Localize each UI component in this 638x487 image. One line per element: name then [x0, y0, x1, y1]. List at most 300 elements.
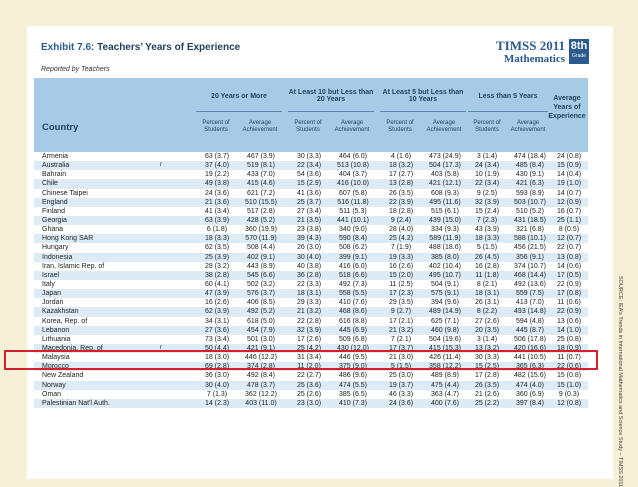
- table-row: [34, 243, 588, 252]
- value-cell: 8 (2.2): [476, 308, 498, 316]
- value-cell: 23 (3.8): [296, 226, 322, 234]
- value-cell: 24 (3.4): [474, 162, 500, 170]
- value-cell: 385 (6.5): [338, 390, 368, 398]
- value-cell: 19 (1.0): [556, 180, 582, 188]
- value-cell: 27 (3.4): [296, 207, 322, 215]
- exhibit-heading: Teachers’ Years of Experience: [97, 42, 241, 53]
- value-cell: 21 (2.6): [474, 390, 500, 398]
- value-cell: 456 (21.5): [514, 244, 546, 252]
- value-cell: 18 (3.3): [474, 235, 500, 243]
- table-row: [34, 170, 588, 179]
- value-cell: 492 (8.4): [246, 372, 276, 380]
- value-cell: 13 (0.6): [556, 317, 582, 325]
- value-cell: 22 (3.9): [388, 198, 414, 206]
- value-cell: 334 (9.3): [430, 226, 460, 234]
- table-row: [34, 161, 588, 170]
- country-cell: Malaysia: [42, 354, 70, 362]
- value-cell: 28 (3.2): [204, 262, 230, 270]
- country-cell: Kazakhstan: [42, 308, 79, 316]
- value-cell: 22 (2.8): [296, 317, 322, 325]
- value-cell: 445 (8.7): [515, 326, 545, 334]
- country-cell: Chile: [42, 180, 58, 188]
- value-cell: 3 (1.4): [476, 335, 498, 343]
- table-row: [34, 152, 588, 161]
- value-cell: 589 (11.9): [429, 235, 461, 243]
- value-cell: 62 (3.5): [204, 244, 230, 252]
- value-cell: 37 (4.0): [204, 162, 230, 170]
- country-cell: Italy: [42, 280, 55, 288]
- country-cell: Jordan: [42, 299, 64, 307]
- value-cell: 63 (3.7): [204, 153, 230, 160]
- value-cell: 15 (2.9): [296, 180, 322, 188]
- value-cell: 441 (10.5): [514, 354, 546, 362]
- value-cell: 18 (0.9): [556, 344, 582, 352]
- value-cell: 5 (1.5): [390, 363, 412, 371]
- value-cell: 495 (10.7): [429, 271, 461, 279]
- value-cell: 594 (4.8): [515, 317, 545, 325]
- value-cell: 30 (3.3): [474, 354, 500, 362]
- value-cell: 504 (9.1): [430, 280, 460, 288]
- value-cell: 21 (3.0): [388, 354, 414, 362]
- country-cell: Georgia: [42, 216, 67, 224]
- country-cell: Korea, Rep. of: [42, 317, 88, 325]
- table-row: [34, 216, 588, 225]
- sub-header-achievement: Average Achievement: [242, 120, 278, 133]
- value-cell: 478 (3.7): [246, 381, 276, 389]
- value-cell: 430 (9.1): [515, 171, 545, 179]
- value-cell: 15 (1.0): [556, 381, 582, 389]
- value-cell: 11 (2.5): [389, 280, 413, 288]
- exhibit-label: Exhibit 7.6:: [41, 42, 95, 53]
- value-cell: 467 (3.9): [246, 153, 276, 160]
- value-cell: 403 (5.8): [430, 171, 460, 179]
- value-cell: 6 (1.8): [206, 226, 228, 234]
- value-cell: 492 (13.6): [514, 280, 546, 288]
- value-cell: 39 (4.3): [296, 235, 322, 243]
- country-header: Country: [42, 122, 79, 133]
- value-cell: 18 (2.8): [388, 207, 414, 215]
- value-cell: 446 (12.2): [245, 354, 277, 362]
- value-cell: 43 (3.9): [474, 226, 500, 234]
- table-row: [34, 198, 588, 207]
- value-cell: 7 (2.1): [390, 335, 412, 343]
- country-cell: Norway: [42, 381, 66, 389]
- value-cell: 23 (3.0): [296, 399, 322, 407]
- value-cell: 446 (9.5): [338, 354, 368, 362]
- value-cell: 63 (3.9): [204, 216, 230, 224]
- value-cell: 608 (9.3): [430, 189, 460, 197]
- value-cell: 13 (0.8): [556, 253, 582, 261]
- table-row: [34, 262, 588, 271]
- value-cell: 517 (2.8): [246, 207, 276, 215]
- group-header-under5: Less than 5 Years: [468, 81, 548, 112]
- value-cell: 17 (2.7): [388, 171, 414, 179]
- logo-line2: Mathematics: [503, 53, 565, 65]
- country-cell: Indonesia: [42, 253, 73, 261]
- table-row: [34, 225, 588, 234]
- value-cell: 360 (6.9): [515, 390, 545, 398]
- value-cell: 511 (5.3): [339, 207, 367, 215]
- value-cell: 34 (3.1): [204, 317, 230, 325]
- value-cell: 18 (3.1): [296, 290, 322, 298]
- value-cell: 25 (2.2): [474, 399, 500, 407]
- value-cell: 22 (3.4): [474, 180, 500, 188]
- value-cell: 510 (5.2): [515, 207, 545, 215]
- value-cell: 32 (3.9): [474, 198, 500, 206]
- country-cell: Palestinian Nat'l Auth.: [42, 399, 110, 407]
- value-cell: 340 (9.0): [338, 226, 368, 234]
- average-years-header: Average Years of Experience: [548, 95, 586, 120]
- value-cell: 27 (3.6): [204, 326, 230, 334]
- value-cell: 504 (17.3): [429, 162, 461, 170]
- value-cell: 394 (9.6): [430, 299, 460, 307]
- value-cell: 445 (6.9): [338, 326, 368, 334]
- value-cell: 11 (0.7): [557, 354, 581, 362]
- value-cell: 14 (0.7): [556, 189, 582, 197]
- value-cell: 625 (7.1): [430, 317, 460, 325]
- value-cell: 18 (3.0): [204, 354, 230, 362]
- country-cell: Hong Kong SAR: [42, 235, 94, 243]
- value-cell: 25 (0.8): [556, 335, 582, 343]
- value-cell: 468 (8.6): [338, 308, 368, 316]
- table-row: [34, 280, 588, 289]
- value-cell: 430 (12.0): [337, 344, 369, 352]
- sub-header-achievement: Average Achievement: [426, 120, 462, 133]
- table-row: [34, 289, 588, 298]
- value-cell: 25 (3.7): [296, 198, 322, 206]
- value-cell: 468 (14.4): [514, 271, 546, 279]
- value-cell: 492 (7.3): [338, 280, 368, 288]
- reservation-mark: r: [160, 162, 162, 169]
- value-cell: 321 (6.8): [515, 226, 545, 234]
- value-cell: 410 (7.6): [338, 299, 368, 307]
- value-cell: 420 (16.6): [514, 344, 546, 352]
- value-cell: 22 (3.4): [296, 162, 322, 170]
- value-cell: 593 (8.9): [515, 189, 545, 197]
- value-cell: 428 (5.2): [246, 216, 276, 224]
- value-cell: 416 (10.0): [337, 180, 369, 188]
- table-row: [34, 307, 588, 316]
- value-cell: 415 (15.3): [429, 344, 461, 352]
- malaysia-highlight-box: [4, 350, 598, 370]
- value-cell: 26 (3.1): [474, 299, 500, 307]
- table-row: [34, 207, 588, 216]
- value-cell: 11 (2.0): [297, 363, 321, 371]
- reported-by: Reported by Teachers: [41, 66, 110, 73]
- country-cell: Bahrain: [42, 171, 67, 179]
- country-cell: Armenia: [42, 153, 69, 160]
- value-cell: 9 (2.7): [390, 308, 412, 316]
- value-cell: 559 (7.5): [515, 290, 545, 298]
- value-cell: 16 (0.7): [556, 207, 582, 215]
- value-cell: 400 (7.6): [430, 399, 460, 407]
- country-cell: Hungary: [42, 244, 69, 252]
- value-cell: 4 (1.6): [390, 153, 412, 160]
- value-cell: 475 (4.4): [430, 381, 460, 389]
- value-cell: 519 (8.1): [246, 162, 276, 170]
- table-row: [34, 390, 588, 399]
- exhibit-title: [41, 42, 240, 53]
- value-cell: 16 (2.6): [388, 262, 414, 270]
- value-cell: 18 (3.1): [474, 290, 500, 298]
- value-cell: 15 (2.0): [388, 271, 414, 279]
- value-cell: 38 (2.8): [204, 271, 230, 279]
- value-cell: 22 (0.7): [556, 244, 582, 252]
- value-cell: 421 (12.1): [429, 180, 461, 188]
- grade-label: Grade: [572, 53, 586, 59]
- value-cell: 426 (11.4): [429, 354, 461, 362]
- value-cell: 22 (2.7): [296, 372, 322, 380]
- value-cell: 21 (3.5): [296, 216, 322, 224]
- value-cell: 21 (3.2): [388, 326, 414, 334]
- value-cell: 16 (2.8): [474, 262, 500, 270]
- grade-number: 8th: [570, 40, 588, 52]
- value-cell: 433 (7.0): [246, 171, 276, 179]
- value-cell: 356 (9.1): [515, 253, 545, 261]
- value-cell: 616 (8.8): [338, 317, 368, 325]
- value-cell: 421 (9.1): [246, 344, 276, 352]
- value-cell: 12 (0.7): [556, 235, 582, 243]
- value-cell: 362 (12.2): [245, 390, 277, 398]
- value-cell: 18 (3.2): [388, 162, 414, 170]
- value-cell: 22 (0.9): [556, 308, 582, 316]
- country-cell: Ghana: [42, 226, 64, 234]
- country-cell: Macedonia, Rep. of: [42, 344, 103, 352]
- value-cell: 489 (8.9): [430, 372, 460, 380]
- value-cell: 17 (0.8): [556, 290, 582, 298]
- value-cell: 485 (8.4): [515, 162, 545, 170]
- value-cell: 15 (2.4): [474, 207, 500, 215]
- value-cell: 363 (4.7): [430, 390, 460, 398]
- value-cell: 17 (2.8): [474, 372, 500, 380]
- sub-header-achievement: Average Achievement: [510, 120, 546, 133]
- table-row: [34, 298, 588, 307]
- value-cell: 30 (3.3): [296, 153, 322, 160]
- value-cell: 16 (2.6): [204, 299, 230, 307]
- value-cell: 488 (18.6): [429, 244, 461, 252]
- value-cell: 19 (3.7): [388, 381, 414, 389]
- value-cell: 17 (2.3): [388, 290, 414, 298]
- value-cell: 576 (3.7): [246, 290, 276, 298]
- value-cell: 69 (2.8): [204, 363, 230, 371]
- value-cell: 358 (12.2): [429, 363, 461, 371]
- value-cell: 27 (2.6): [474, 317, 500, 325]
- value-cell: 25 (3.0): [388, 372, 414, 380]
- logo-line1: TIMSS 2011: [496, 38, 565, 53]
- value-cell: 14 (0.6): [556, 262, 582, 270]
- value-cell: 493 (14.8): [514, 308, 546, 316]
- value-cell: 510 (15.5): [245, 198, 277, 206]
- table-row: [34, 399, 588, 408]
- value-cell: 50 (4.4): [204, 344, 230, 352]
- sub-header-students: Percent of Students: [294, 120, 322, 133]
- sub-header-achievement: Average Achievement: [334, 120, 370, 133]
- value-cell: 509 (6.8): [338, 335, 368, 343]
- table-row: [34, 234, 588, 243]
- value-cell: 374 (10.7): [514, 262, 546, 270]
- value-cell: 73 (3.4): [204, 335, 230, 343]
- value-cell: 474 (4.0): [515, 381, 545, 389]
- sub-header-students: Percent of Students: [202, 120, 230, 133]
- country-cell: Morocco: [42, 363, 69, 371]
- value-cell: 489 (14.9): [429, 308, 461, 316]
- table-row: [34, 271, 588, 280]
- sub-header-students: Percent of Students: [473, 120, 501, 133]
- value-cell: 618 (5.0): [246, 317, 276, 325]
- value-cell: 515 (6.1): [430, 207, 460, 215]
- value-cell: 12 (0.9): [556, 198, 582, 206]
- value-cell: 14 (0.4): [556, 171, 582, 179]
- value-cell: 10 (1.9): [474, 171, 500, 179]
- value-cell: 439 (15.0): [429, 216, 461, 224]
- value-cell: 385 (8.0): [430, 253, 460, 261]
- value-cell: 3 (1.4): [476, 153, 498, 160]
- value-cell: 502 (3.2): [246, 280, 276, 288]
- value-cell: 7 (1.3): [206, 390, 228, 398]
- value-cell: 29 (3.5): [388, 299, 414, 307]
- table-row: [34, 326, 588, 335]
- value-cell: 60 (4.1): [204, 280, 230, 288]
- value-cell: 474 (18.4): [514, 153, 546, 160]
- value-cell: 25 (2.6): [296, 390, 322, 398]
- value-cell: 15 (0.9): [556, 162, 582, 170]
- value-cell: 17 (0.5): [556, 271, 582, 279]
- value-cell: 30 (4.0): [204, 381, 230, 389]
- value-cell: 441 (10.1): [337, 216, 369, 224]
- value-cell: 24 (3.6): [204, 189, 230, 197]
- value-cell: 508 (6.2): [338, 244, 368, 252]
- value-cell: 399 (9.1): [338, 253, 368, 261]
- value-cell: 25 (4.2): [388, 235, 414, 243]
- timss-logo: [463, 38, 589, 66]
- value-cell: 473 (24.9): [429, 153, 461, 160]
- value-cell: 415 (4.6): [246, 180, 276, 188]
- value-cell: 20 (3.5): [474, 326, 500, 334]
- value-cell: 14 (1.0): [556, 326, 582, 334]
- value-cell: 18 (3.3): [204, 235, 230, 243]
- value-cell: 14 (2.3): [204, 399, 230, 407]
- grade-badge: [569, 39, 589, 64]
- value-cell: 474 (5.5): [338, 381, 368, 389]
- value-cell: 375 (9.0): [338, 363, 368, 371]
- country-cell: Oman: [42, 390, 62, 398]
- value-cell: 402 (9.1): [246, 253, 276, 261]
- exhibit-page: [27, 26, 623, 487]
- value-cell: 26 (3.5): [388, 189, 414, 197]
- country-cell: England: [42, 198, 68, 206]
- value-cell: 24 (3.6): [388, 399, 414, 407]
- value-cell: 501 (3.0): [246, 335, 276, 343]
- table-row: [34, 179, 588, 188]
- value-cell: 24 (0.8): [556, 153, 582, 160]
- table-row: [34, 335, 588, 344]
- value-cell: 22 (3.3): [296, 280, 322, 288]
- value-cell: 54 (3.6): [296, 171, 322, 179]
- table-header: [34, 78, 588, 152]
- value-cell: 26 (4.5): [474, 253, 500, 261]
- value-cell: 41 (3.6): [296, 189, 322, 197]
- value-cell: 454 (7.9): [246, 326, 276, 334]
- value-cell: 421 (6.3): [515, 180, 545, 188]
- value-cell: 11 (1.8): [475, 271, 499, 279]
- value-cell: 503 (10.7): [514, 198, 546, 206]
- value-cell: 9 (0.3): [558, 390, 580, 398]
- value-cell: 21 (3.2): [296, 308, 322, 316]
- value-cell: 46 (3.3): [388, 390, 414, 398]
- value-cell: 464 (6.0): [338, 153, 368, 160]
- value-cell: 518 (6.6): [338, 271, 368, 279]
- value-cell: 13 (2.8): [388, 180, 414, 188]
- value-cell: 513 (10.8): [337, 162, 369, 170]
- country-cell: Japan: [42, 290, 62, 298]
- value-cell: 8 (2.1): [476, 280, 498, 288]
- value-cell: 590 (8.4): [338, 235, 368, 243]
- value-cell: 12 (0.8): [556, 399, 582, 407]
- value-cell: 40 (3.8): [296, 262, 322, 270]
- value-cell: 443 (8.9): [246, 262, 276, 270]
- value-cell: 25 (1.1): [556, 216, 582, 224]
- sub-header-students: Percent of Students: [386, 120, 414, 133]
- value-cell: 19 (2.2): [204, 171, 230, 179]
- value-cell: 25 (3.6): [296, 381, 322, 389]
- value-cell: 416 (6.0): [338, 262, 368, 270]
- country-cell: Iran, Islamic Rep. of: [42, 262, 105, 270]
- table-row: [34, 381, 588, 390]
- value-cell: 15 (2.5): [474, 363, 500, 371]
- group-header-5to10: At Least 5 but Less than 10 Years: [380, 81, 466, 112]
- value-cell: 360 (19.9): [245, 226, 277, 234]
- country-cell: New Zealand: [42, 372, 84, 380]
- value-cell: 545 (6.6): [246, 271, 276, 279]
- value-cell: 11 (0.6): [557, 299, 581, 307]
- value-cell: 7 (1.9): [390, 244, 412, 252]
- source-note: SOURCE: IEA’s Trends in International Mathematics and Science Study – TIMSS 2011: [617, 276, 623, 487]
- value-cell: 508 (4.4): [246, 244, 276, 252]
- value-cell: 13 (3.2): [474, 344, 500, 352]
- value-cell: 404 (3.7): [338, 171, 368, 179]
- value-cell: 15 (0.8): [556, 372, 582, 380]
- table-row: [34, 189, 588, 198]
- value-cell: 504 (19.6): [429, 335, 461, 343]
- value-cell: 9 (2.5): [476, 189, 498, 197]
- group-header-20plus: 20 Years or More: [196, 81, 282, 112]
- value-cell: 495 (11.6): [429, 198, 461, 206]
- value-cell: 17 (2.1): [388, 317, 414, 325]
- value-cell: 506 (17.8): [514, 335, 546, 343]
- value-cell: 26 (3.0): [296, 244, 322, 252]
- value-cell: 21 (3.6): [204, 198, 230, 206]
- value-cell: 30 (4.0): [296, 253, 322, 261]
- value-cell: 31 (3.4): [296, 354, 322, 362]
- value-cell: 17 (3.7): [388, 344, 414, 352]
- value-cell: 5 (1.5): [476, 244, 498, 252]
- value-cell: 22 (0.9): [556, 280, 582, 288]
- value-cell: 9 (2.4): [390, 216, 412, 224]
- value-cell: 49 (3.8): [204, 180, 230, 188]
- value-cell: 365 (6.3): [515, 363, 545, 371]
- group-header-10to20: At Least 10 but Less than 20 Years: [288, 81, 374, 112]
- value-cell: 32 (3.9): [296, 326, 322, 334]
- value-cell: 570 (11.9): [245, 235, 277, 243]
- value-cell: 575 (9.1): [430, 290, 460, 298]
- country-cell: Lithuania: [42, 335, 71, 343]
- value-cell: 7 (2.3): [476, 216, 498, 224]
- value-cell: 558 (5.5): [338, 290, 368, 298]
- value-cell: 28 (4.0): [388, 226, 414, 234]
- value-cell: 8 (0.5): [558, 226, 580, 234]
- value-cell: 410 (7.3): [338, 399, 368, 407]
- value-cell: 413 (7.0): [515, 299, 545, 307]
